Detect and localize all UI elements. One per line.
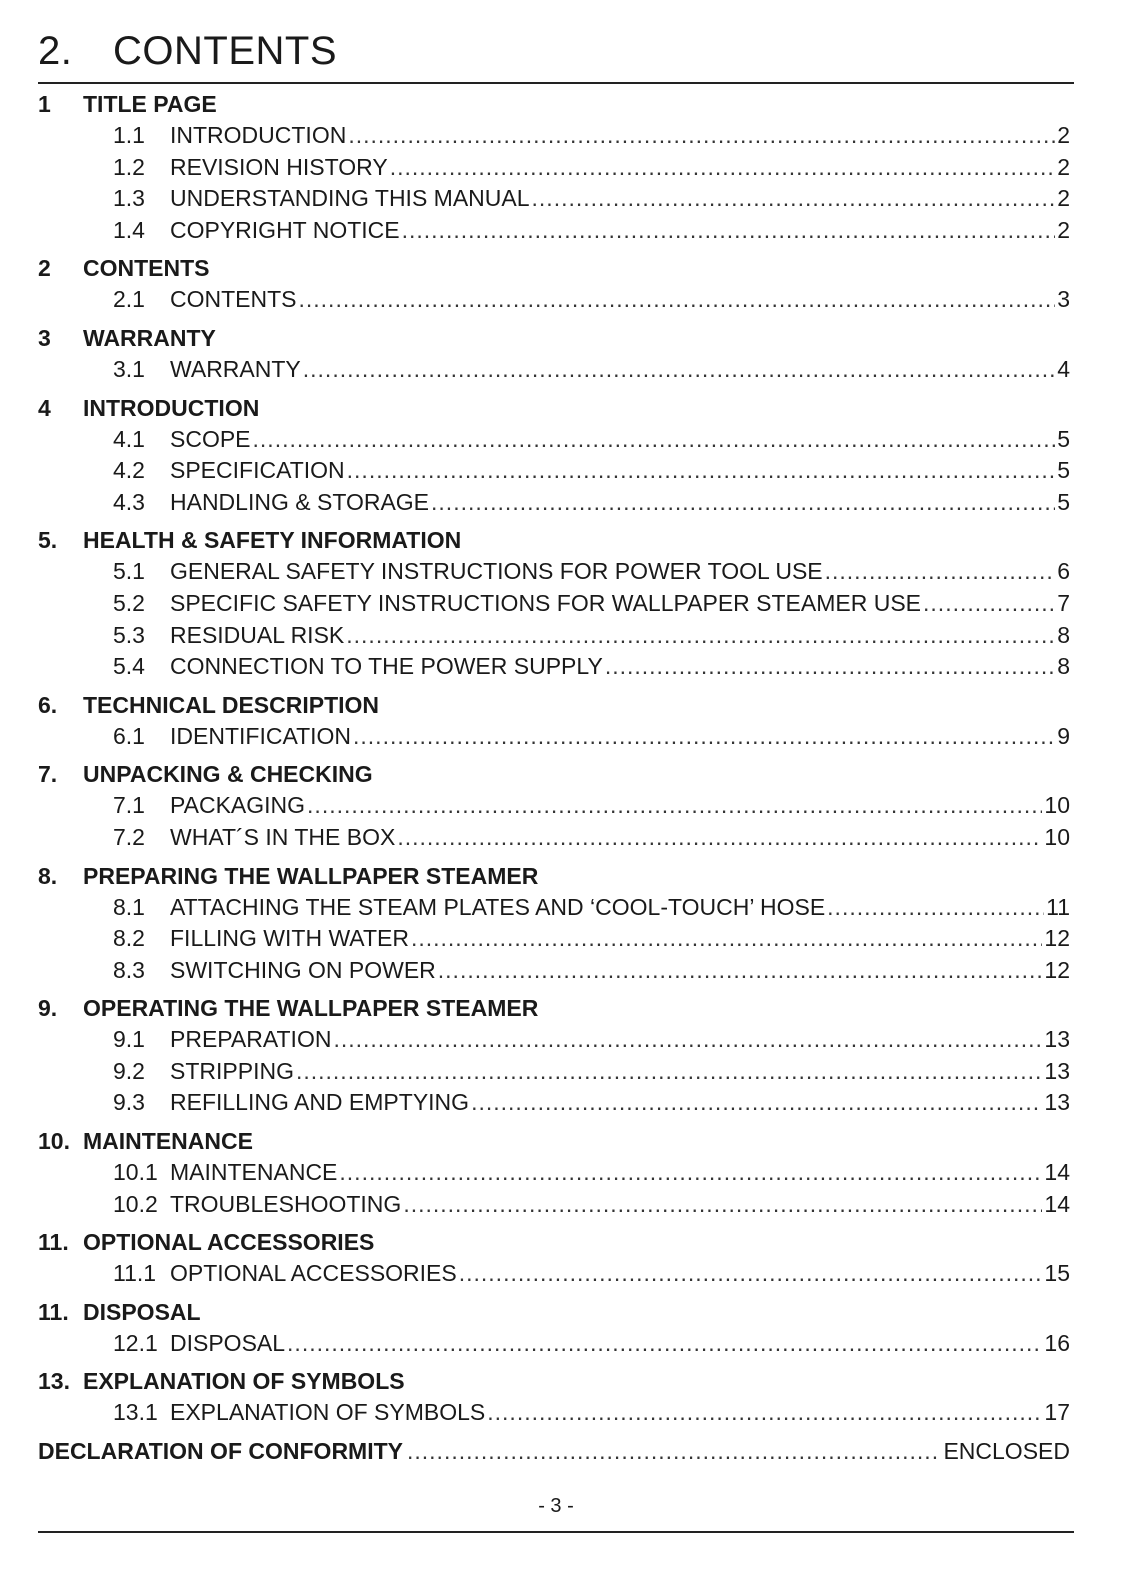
section-number: 4 xyxy=(38,394,51,421)
section-number: 10. xyxy=(38,1128,70,1155)
section-number: 6. xyxy=(38,691,58,718)
entry-page-number: 13 xyxy=(1044,1057,1070,1084)
entry-title: HANDLING & STORAGE xyxy=(170,488,430,515)
entry-title: WARRANTY xyxy=(170,355,301,382)
toc-entry[interactable] xyxy=(38,955,1070,987)
section-title: DISPOSAL xyxy=(83,1298,201,1325)
dot-leader xyxy=(403,1189,1042,1221)
entry-title: IDENTIFICATION xyxy=(170,722,352,749)
entry-page-number: 5 xyxy=(1057,488,1070,515)
dot-leader xyxy=(390,152,1056,184)
entry-title: SWITCHING ON POWER xyxy=(170,956,436,983)
entry-title: DISPOSAL xyxy=(170,1329,286,1356)
dot-leader xyxy=(347,455,1056,487)
toc-section xyxy=(38,322,1070,386)
entry-page-number: 9 xyxy=(1057,722,1070,749)
entry-title: OPTIONAL ACCESSORIES xyxy=(170,1260,457,1287)
section-title: WARRANTY xyxy=(83,324,216,351)
section-title: INTRODUCTION xyxy=(83,394,260,421)
dot-leader xyxy=(303,354,1055,386)
entry-number: 1.4 xyxy=(113,216,145,243)
dot-leader xyxy=(253,424,1056,456)
dot-leader xyxy=(431,487,1055,519)
toc-section-heading[interactable] xyxy=(38,689,1070,721)
entry-title: REFILLING AND EMPTYING xyxy=(170,1089,470,1116)
section-number: 5. xyxy=(38,527,58,554)
entry-number: 1.1 xyxy=(113,122,145,148)
entry-number: 2.1 xyxy=(113,286,145,313)
entry-page-number: 6 xyxy=(1057,558,1070,585)
entry-number: 5.3 xyxy=(113,621,145,648)
entry-page-number: 17 xyxy=(1044,1399,1070,1426)
dot-leader xyxy=(407,1435,939,1467)
toc-entry[interactable] xyxy=(38,721,1070,753)
dot-leader xyxy=(827,892,1044,924)
entry-title: CONNECTION TO THE POWER SUPPLY xyxy=(170,653,603,680)
dot-leader xyxy=(348,120,1055,152)
entry-number: 8.2 xyxy=(113,925,145,952)
entry-page-number: 12 xyxy=(1044,925,1070,952)
entry-number: 7.2 xyxy=(113,823,145,850)
section-title: HEALTH & SAFETY INFORMATION xyxy=(83,527,462,554)
toc-entry[interactable] xyxy=(38,1157,1070,1189)
entry-number: 8.3 xyxy=(113,956,145,983)
section-title: EXPLANATION OF SYMBOLS xyxy=(83,1368,405,1395)
page-footer xyxy=(38,1495,1074,1533)
section-number: 1 xyxy=(38,91,51,117)
entry-title: GENERAL SAFETY INSTRUCTIONS FOR POWER TOOL USE xyxy=(170,558,823,585)
entry-title: PACKAGING xyxy=(170,792,306,819)
section-title: MAINTENANCE xyxy=(83,1128,253,1155)
entry-number: 4.1 xyxy=(113,425,145,452)
toc-section xyxy=(38,689,1070,753)
entry-page-number: 8 xyxy=(1057,653,1070,680)
entry-number: 3.1 xyxy=(113,355,145,382)
toc-section xyxy=(38,1125,1070,1220)
entry-number: 11.1 xyxy=(113,1260,157,1287)
entry-number: 4.3 xyxy=(113,488,145,515)
toc-entry[interactable] xyxy=(38,1328,1070,1360)
section-number: 7. xyxy=(38,761,58,788)
section-number: 3 xyxy=(38,324,51,351)
entry-page-number: 10 xyxy=(1044,823,1070,850)
dot-leader xyxy=(307,790,1042,822)
entry-title: COPYRIGHT NOTICE xyxy=(170,216,400,243)
entry-title: MAINTENANCE xyxy=(170,1159,338,1186)
toc-section-heading[interactable] xyxy=(38,1296,1070,1328)
section-number: 11. xyxy=(38,1229,69,1256)
toc-section xyxy=(38,392,1070,519)
table-of-contents xyxy=(38,88,1070,1467)
entry-number: 10.1 xyxy=(113,1159,158,1186)
entry-title: ATTACHING THE STEAM PLATES AND ‘COOL-TOUCH’ HOSE xyxy=(170,893,826,920)
section-number: 11. xyxy=(38,1298,69,1325)
toc-declaration[interactable] xyxy=(38,1435,1070,1467)
toc-entry[interactable] xyxy=(38,588,1070,620)
entry-page-number: 8 xyxy=(1057,621,1070,648)
toc-entry[interactable] xyxy=(38,892,1070,924)
section-title: PREPARING THE WALLPAPER STEAMER xyxy=(83,862,539,889)
section-title: OPERATING THE WALLPAPER STEAMER xyxy=(83,995,539,1022)
entry-title: STRIPPING xyxy=(170,1057,294,1084)
toc-entry[interactable] xyxy=(38,152,1070,184)
dot-leader xyxy=(402,215,1056,247)
section-number: 9. xyxy=(38,995,58,1022)
toc-entry[interactable] xyxy=(38,923,1070,955)
entry-title: RESIDUAL RISK xyxy=(170,621,345,648)
toc-section xyxy=(38,524,1070,682)
entry-title: UNDERSTANDING THIS MANUAL xyxy=(170,185,530,212)
toc-entry[interactable] xyxy=(38,651,1070,683)
toc-entry[interactable] xyxy=(38,1397,1070,1429)
entry-number: 1.3 xyxy=(113,185,145,212)
dot-leader xyxy=(532,183,1056,215)
page-number: - 3 - xyxy=(538,1495,574,1517)
dot-leader xyxy=(487,1397,1042,1429)
dot-leader xyxy=(296,1056,1042,1088)
dot-leader xyxy=(438,955,1043,987)
toc-section-heading[interactable] xyxy=(38,392,1070,424)
page-title-number: 2. xyxy=(38,29,73,73)
entry-page-number: 5 xyxy=(1057,457,1070,484)
toc-entry[interactable] xyxy=(38,1087,1070,1119)
entry-title: SCOPE xyxy=(170,425,251,452)
dot-leader xyxy=(339,1157,1042,1189)
entry-title: REVISION HISTORY xyxy=(170,153,388,180)
toc-section xyxy=(38,88,1070,246)
entry-page-number: 12 xyxy=(1044,956,1070,983)
entry-title: PREPARATION xyxy=(170,1026,332,1053)
entry-number: 5.2 xyxy=(113,589,145,616)
declaration-title: DECLARATION OF CONFORMITY xyxy=(38,1438,403,1465)
entry-page-number: 16 xyxy=(1044,1329,1070,1356)
toc-section-heading[interactable] xyxy=(38,1365,1070,1397)
section-title: TITLE PAGE xyxy=(83,91,217,117)
toc-section-heading[interactable] xyxy=(38,88,1070,120)
toc-section xyxy=(38,992,1070,1119)
toc-entry[interactable] xyxy=(38,620,1070,652)
section-number: 2 xyxy=(38,255,51,282)
entry-number: 13.1 xyxy=(113,1399,158,1426)
section-title: CONTENTS xyxy=(83,255,210,282)
entry-page-number: 2 xyxy=(1057,153,1070,180)
dot-leader xyxy=(333,1024,1042,1056)
entry-page-number: 14 xyxy=(1044,1190,1070,1217)
toc-section xyxy=(38,758,1070,853)
dot-leader xyxy=(605,651,1055,683)
entry-number: 7.1 xyxy=(113,792,145,819)
toc-section-heading[interactable] xyxy=(38,992,1070,1024)
entry-number: 1.2 xyxy=(113,153,145,180)
dot-leader xyxy=(471,1087,1042,1119)
dot-leader xyxy=(459,1258,1043,1290)
entry-number: 5.4 xyxy=(113,653,145,680)
toc-entry[interactable] xyxy=(38,1056,1070,1088)
entry-number: 5.1 xyxy=(113,558,145,585)
entry-number: 10.2 xyxy=(113,1190,158,1217)
toc-section xyxy=(38,1365,1070,1429)
entry-page-number: 11 xyxy=(1046,893,1070,920)
dot-leader xyxy=(353,721,1055,753)
toc-entry[interactable] xyxy=(38,822,1070,854)
entry-number: 8.1 xyxy=(113,893,145,920)
toc-section-heading[interactable] xyxy=(38,1125,1070,1157)
toc-entry[interactable] xyxy=(38,354,1070,386)
section-number: 13. xyxy=(38,1368,70,1395)
section-title: TECHNICAL DESCRIPTION xyxy=(83,691,380,718)
toc-entry[interactable] xyxy=(38,120,1070,152)
entry-title: SPECIFIC SAFETY INSTRUCTIONS FOR WALLPAPER STEAMER USE xyxy=(170,589,922,616)
dot-leader xyxy=(397,822,1042,854)
toc-entry[interactable] xyxy=(38,215,1070,247)
entry-page-number: 3 xyxy=(1057,286,1070,313)
entry-title: EXPLANATION OF SYMBOLS xyxy=(170,1399,486,1426)
toc-section xyxy=(38,1296,1070,1360)
toc-section-heading[interactable] xyxy=(38,860,1070,892)
toc-section xyxy=(38,1226,1070,1290)
entry-title: INTRODUCTION xyxy=(170,122,347,148)
entry-title: SPECIFICATION xyxy=(170,457,345,484)
toc-section-heading[interactable] xyxy=(38,252,1070,284)
declaration-page: ENCLOSED xyxy=(943,1438,1070,1465)
dot-leader xyxy=(923,588,1055,620)
page-header xyxy=(38,26,1074,84)
entry-page-number: 14 xyxy=(1044,1159,1070,1186)
entry-page-number: 13 xyxy=(1044,1089,1070,1116)
entry-page-number: 2 xyxy=(1057,185,1070,212)
toc-entry[interactable] xyxy=(38,183,1070,215)
entry-page-number: 5 xyxy=(1057,425,1070,452)
toc-entry[interactable] xyxy=(38,1189,1070,1221)
dot-leader xyxy=(346,620,1055,652)
toc-entry[interactable] xyxy=(38,1024,1070,1056)
entry-title: WHAT´S IN THE BOX xyxy=(170,823,396,850)
entry-number: 4.2 xyxy=(113,457,145,484)
toc-section-heading[interactable] xyxy=(38,1226,1070,1258)
entry-number: 9.2 xyxy=(113,1057,145,1084)
toc-entry[interactable] xyxy=(38,487,1070,519)
entry-page-number: 13 xyxy=(1044,1026,1070,1053)
dot-leader xyxy=(411,923,1042,955)
dot-leader xyxy=(825,556,1056,588)
entry-number: 6.1 xyxy=(113,722,145,749)
entry-number: 12.1 xyxy=(113,1329,158,1356)
page-title xyxy=(38,28,337,74)
entry-title: CONTENTS xyxy=(170,286,297,313)
entry-title: FILLING WITH WATER xyxy=(170,925,409,952)
entry-page-number: 4 xyxy=(1057,355,1070,382)
toc-section-heading[interactable] xyxy=(38,524,1070,556)
entry-page-number: 7 xyxy=(1057,589,1070,616)
toc-section-heading[interactable] xyxy=(38,322,1070,354)
entry-page-number: 2 xyxy=(1057,216,1070,243)
toc-entry[interactable] xyxy=(38,556,1070,588)
entry-title: TROUBLESHOOTING xyxy=(170,1190,402,1217)
entry-page-number: 2 xyxy=(1057,122,1070,148)
section-number: 8. xyxy=(38,862,58,889)
toc-entry[interactable] xyxy=(38,424,1070,456)
entry-page-number: 10 xyxy=(1044,792,1070,819)
section-title: UNPACKING & CHECKING xyxy=(83,761,373,788)
entry-number: 9.3 xyxy=(113,1089,145,1116)
toc-section xyxy=(38,860,1070,987)
entry-number: 9.1 xyxy=(113,1026,145,1053)
toc-entry[interactable] xyxy=(38,790,1070,822)
toc-entry[interactable] xyxy=(38,455,1070,487)
dot-leader xyxy=(299,284,1056,316)
dot-leader xyxy=(287,1328,1042,1360)
toc-section-heading[interactable] xyxy=(38,758,1070,790)
entry-page-number: 15 xyxy=(1044,1260,1070,1287)
toc-section xyxy=(38,252,1070,316)
toc-entry[interactable] xyxy=(38,284,1070,316)
page-title-text: CONTENTS xyxy=(113,29,337,73)
section-title: OPTIONAL ACCESSORIES xyxy=(83,1229,375,1256)
toc-entry[interactable] xyxy=(38,1258,1070,1290)
